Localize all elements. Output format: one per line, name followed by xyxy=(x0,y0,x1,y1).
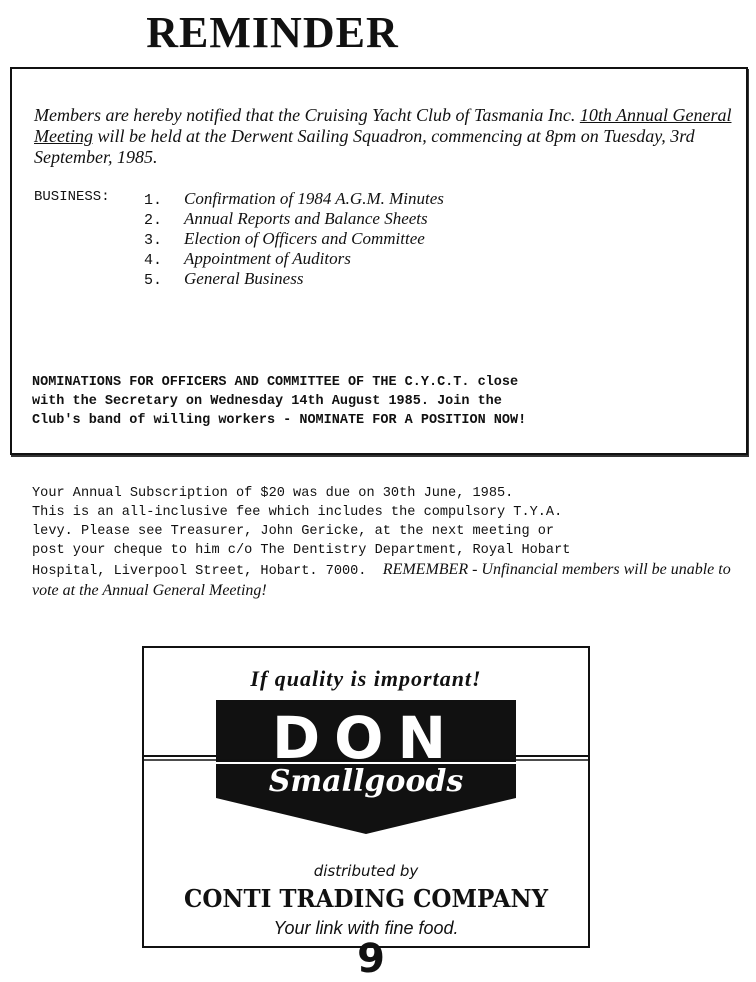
brand-subtitle: Smallgoods xyxy=(268,764,464,799)
remember-warning: Unfinancial members will be unable to vote at the Annual General Meeting! xyxy=(32,561,731,599)
agenda-item xyxy=(144,269,303,289)
announcement-text-start: Members are hereby notified that the Cruising Yacht Club of Tasmania Inc. xyxy=(34,105,580,125)
subscription-line-with-remember xyxy=(32,560,732,602)
agenda-item-text: Election of Officers and Committee xyxy=(184,229,425,248)
agenda-item xyxy=(144,249,351,269)
distributed-by-label: distributed by xyxy=(313,862,419,880)
subscription-notice xyxy=(32,484,732,602)
business-label: BUSINESS: xyxy=(34,189,110,205)
remember-prefix: REMEMBER - xyxy=(382,561,482,578)
subscription-line: Hospital, Liverpool Street, Hobart. 7000. xyxy=(32,564,367,579)
agenda-item xyxy=(144,209,428,229)
subscription-line: This is an all-inclusive fee which includes the compulsory T.Y.A. xyxy=(32,505,563,520)
nominations-notice xyxy=(32,373,742,430)
page-number: 9 xyxy=(357,936,385,982)
agenda-item-text: Annual Reports and Balance Sheets xyxy=(184,209,428,228)
agenda-item-text: Appointment of Auditors xyxy=(184,249,351,268)
nominations-line: NOMINATIONS FOR OFFICERS AND COMMITTEE OF THE C.Y.C.T. close xyxy=(32,375,519,390)
subscription-line: Your Annual Subscription of $20 was due on 30th June, 1985. xyxy=(32,486,514,501)
brand-name: DON xyxy=(272,704,460,772)
agenda-item-number: 2. xyxy=(144,212,163,229)
agenda-item-text: Confirmation of 1984 A.G.M. Minutes xyxy=(184,189,444,208)
agenda-item-number: 5. xyxy=(144,272,163,289)
advert-slogan: Your link with fine food. xyxy=(273,918,459,938)
don-smallgoods-advert xyxy=(142,646,590,948)
agm-notice-box xyxy=(10,67,748,455)
agenda-item-number: 1. xyxy=(144,192,163,209)
announcement-text-end: will be held at the Derwent Sailing Squadron, commencing at 8pm on Tuesday, 3rd September, 1985. xyxy=(34,126,695,167)
agenda-item xyxy=(144,189,444,209)
subscription-line: levy. Please see Treasurer, John Gericke, at the next meeting or xyxy=(32,524,555,539)
nominations-line: Club's band of willing workers - NOMINATE FOR A POSITION NOW! xyxy=(32,413,527,428)
agm-title-underlined: 10th Annual General Meeting xyxy=(34,105,732,146)
agenda-item-number: 3. xyxy=(144,232,163,249)
agm-announcement xyxy=(34,105,734,168)
advert-tagline: If quality is important! xyxy=(250,666,482,691)
agenda-item-number: 4. xyxy=(144,252,163,269)
subscription-line: post your cheque to him c/o The Dentistry Department, Royal Hobart xyxy=(32,543,571,558)
nominations-line: with the Secretary on Wednesday 14th August 1985. Join the xyxy=(32,394,502,409)
page-title: REMINDER xyxy=(146,8,399,57)
distributor-name: CONTI TRADING COMPANY xyxy=(183,884,549,913)
agenda-item-text: General Business xyxy=(184,269,304,288)
agenda-item xyxy=(144,229,425,249)
